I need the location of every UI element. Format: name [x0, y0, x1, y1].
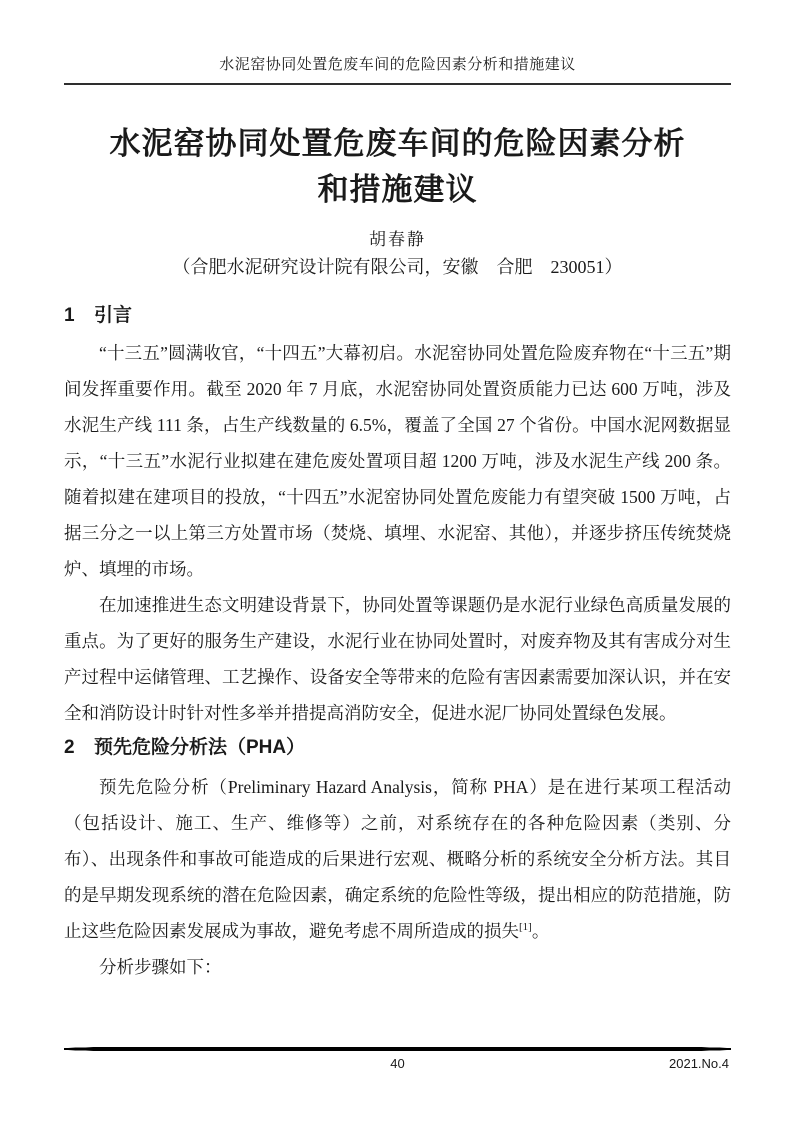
footer-rule: [64, 1047, 731, 1051]
paragraph-text: 预先危险分析（Preliminary Hazard Analysis，简称 PHA）是在进行某项工程活动（包括设计、施工、生产、维修等）之前，对系统存在的各种危险因素（类别、分布）、出现条件和事故可能造成的后果进行宏观、概略分析的系统安全分析方法。其目的是早期发现系统的潜在危险因素，确定系统的危险性等级，提出相应的防范措施，防止这些危险因素发展成为事故，避免考虑不周所造成的损失: [64, 777, 731, 941]
footer-row: [64, 1055, 731, 1073]
running-header-title: 水泥窑协同处置危废车间的危险因素分析和措施建议: [219, 57, 576, 73]
author-name: 胡春静: [369, 230, 426, 249]
running-header: [64, 55, 731, 85]
page-content: [64, 0, 731, 985]
section-title: 预先危险分析法（PHA）: [94, 737, 306, 758]
paragraph-text-tail: 。: [531, 921, 550, 941]
section-title: 引言: [94, 305, 133, 326]
article-title: [64, 121, 731, 213]
page-footer: [64, 1047, 731, 1073]
paragraph-intro-2: 在加速推进生态文明建设背景下，协同处置等课题仍是水泥行业绿色高质量发展的重点。为了更好的服务生产建设，水泥行业在协同处置时，对废弃物及其有害成分对生产过程中运储管理、工艺操作、设备安全等带来的危险有害因素需要加深认识，并在安全和消防设计时针对性多举并措提高消防安全，促进水泥厂协同处置绿色发展。: [64, 595, 731, 723]
page-number: 40: [390, 1056, 405, 1071]
author-affiliation: （合肥水泥研究设计院有限公司，安徽 合肥 230051）: [172, 257, 623, 277]
paragraph-steps-lead: 分析步骤如下：: [99, 957, 222, 977]
section-heading-1: [64, 299, 731, 333]
issue-number: 2021.No.4: [669, 1056, 729, 1071]
section-number: 2: [64, 737, 75, 758]
paragraph-pha-definition: [64, 769, 731, 949]
paragraph-intro-1: “十三五”圆满收官，“十四五”大幕初启。水泥窑协同处置危险废弃物在“十三五”期间发挥重要作用。截至 2020 年 7 月底，水泥窑协同处置资质能力已达 600 万吨，涉及水泥生产线 111 条，占生产线数量的 6.5%，覆盖了全国 27 个省份。中国水泥网数据显示，“十三五”水泥行业拟建在建危废处置项目超 1200 万吨，涉及水泥生产线 200 条。随着拟建在建项目的投放，“十四五”水泥窑协同处置危废能力有望突破 1500 万吨，占据三分之一以上第三方处置市场（焚烧、填埋、水泥窑、其他），并逐步挤压传统焚烧炉、填埋的市场。: [64, 343, 731, 579]
section-number: 1: [64, 305, 75, 326]
section-heading-2: [64, 731, 731, 765]
reference-marker: [1]: [519, 921, 532, 934]
article-title-line-1: 水泥窑协同处置危废车间的危险因素分析: [109, 126, 686, 161]
article-title-line-2: 和措施建议: [317, 172, 478, 207]
